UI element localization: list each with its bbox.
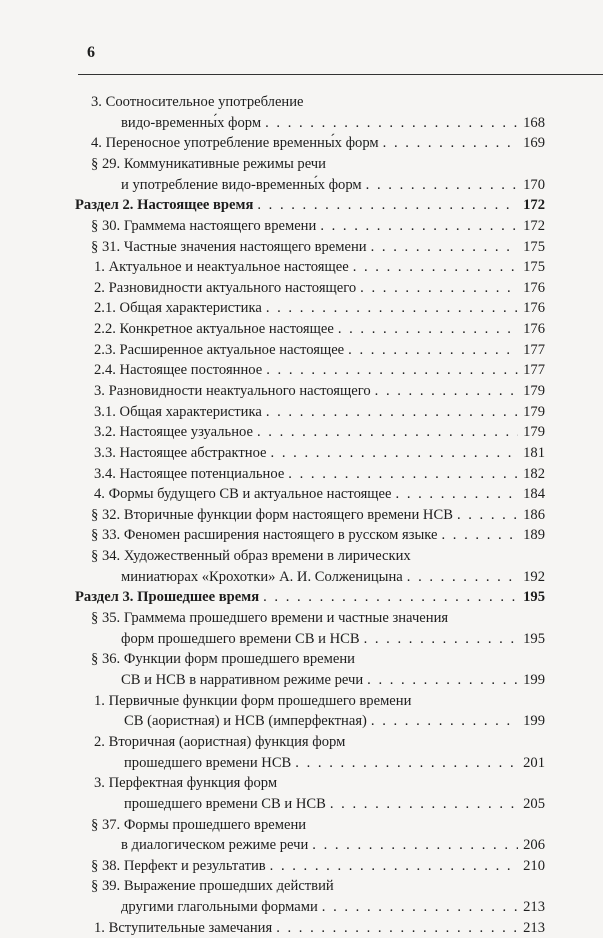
toc-entry-title-line: 2. Вторичная (аористная) функция форм <box>94 733 346 750</box>
dot-leader <box>257 422 518 443</box>
dot-leader <box>257 195 518 216</box>
toc-page-number: 172 <box>523 197 545 214</box>
toc-page-number: 179 <box>523 424 545 441</box>
toc-entry-title: 2.4. Настоящее постоянное <box>94 362 263 379</box>
header-rule <box>78 74 603 75</box>
toc-section-heading <box>75 587 545 608</box>
toc-page-number: 175 <box>523 259 545 276</box>
toc-entry <box>75 340 545 361</box>
toc-entry-title: 2.3. Расширенное актуальное настоящее <box>94 341 345 358</box>
dot-leader <box>442 525 519 546</box>
dot-leader <box>271 443 519 464</box>
toc-entry <box>75 525 545 546</box>
toc-page-number: 201 <box>523 754 545 771</box>
dot-leader <box>330 794 518 815</box>
toc-entry <box>75 319 545 340</box>
toc-entry-title-line: § 39. Выражение прошедших действий <box>91 878 334 895</box>
toc-entry-title: прошедшего времени НСВ <box>124 754 292 771</box>
toc-page-number: 177 <box>523 341 545 358</box>
toc-entry <box>75 876 545 917</box>
toc-entry <box>75 360 545 381</box>
dot-leader <box>320 216 518 237</box>
toc-page-number: 181 <box>523 444 545 461</box>
toc-entry <box>75 298 545 319</box>
toc-entry <box>75 732 545 773</box>
toc-entry-title: 1. Актуальное и неактуальное настоящее <box>94 259 349 276</box>
toc-page-number: 186 <box>523 506 545 523</box>
toc-entry <box>75 216 545 237</box>
toc-entry-title-line: § 36. Функции форм прошедшего времени <box>91 651 355 668</box>
toc-page-number: 210 <box>523 857 545 874</box>
toc-entry-title: 3.1. Общая характеристика <box>94 403 262 420</box>
toc-entry <box>75 484 545 505</box>
toc-entry-title: в диалогическом режиме речи <box>121 837 309 854</box>
toc-page-number: 199 <box>523 672 545 688</box>
toc-page-number: 168 <box>523 114 545 131</box>
toc-entry-title-line: 3. Соотносительное употребление <box>91 94 304 110</box>
table-of-contents <box>75 92 545 938</box>
toc-page-number: 175 <box>523 238 545 255</box>
toc-entry <box>75 237 545 258</box>
dot-leader <box>322 897 518 918</box>
toc-entry <box>75 133 545 154</box>
toc-page-number: 195 <box>523 630 545 647</box>
dot-leader <box>312 835 518 856</box>
dot-leader <box>266 402 518 423</box>
toc-page-number: 213 <box>523 919 545 936</box>
dot-leader <box>265 113 518 134</box>
toc-page-number: 206 <box>523 837 545 854</box>
toc-page-number: 184 <box>523 486 545 503</box>
toc-page-number: 192 <box>523 568 545 585</box>
toc-page-number: 189 <box>523 527 545 544</box>
toc-page-number: 205 <box>523 795 545 812</box>
dot-leader <box>276 918 518 938</box>
toc-entry-title: Раздел 3. Прошедшее время <box>75 589 260 606</box>
toc-entry-title: прошедшего времени СВ и НСВ <box>124 795 326 812</box>
toc-entry-title-line: § 37. Формы прошедшего времени <box>91 816 307 833</box>
toc-page-number: 176 <box>523 321 545 338</box>
toc-entry <box>75 443 545 464</box>
toc-entry <box>75 154 545 195</box>
dot-leader <box>353 257 518 278</box>
toc-entry-title: 1. Вступительные замечания <box>94 919 273 936</box>
toc-entry-title-line: § 35. Граммема прошедшего времени и частные значения <box>91 610 449 627</box>
toc-entry-title: другими глагольными формами <box>121 899 318 916</box>
toc-page-number: 172 <box>523 217 545 234</box>
toc-page-number: 213 <box>523 899 545 916</box>
dot-leader <box>396 484 519 505</box>
dot-leader <box>348 340 518 361</box>
toc-entry <box>75 505 545 526</box>
toc-entry-title: 2.1. Общая характеристика <box>94 300 262 317</box>
toc-page-number: 176 <box>523 279 545 296</box>
dot-leader <box>263 587 518 608</box>
toc-entry-title: миниатюрах «Крохотки» А. И. Солженицына <box>121 568 403 585</box>
toc-entry-title: и употребление видо-временны́х форм <box>121 176 362 193</box>
dot-leader <box>457 505 518 526</box>
toc-entry-title: 3. Разновидности неактуального настоящего <box>94 383 371 399</box>
toc-entry-title: 3.3. Настоящее абстрактное <box>94 444 267 461</box>
toc-page-number: 199 <box>523 713 545 730</box>
toc-page-number: 170 <box>523 176 545 193</box>
toc-page-number: 182 <box>523 465 545 482</box>
toc-entry-title: § 38. Перфект и результатив <box>91 857 266 874</box>
dot-leader <box>407 567 518 588</box>
dot-leader <box>288 464 518 485</box>
toc-page-number: 179 <box>523 403 545 420</box>
toc-entry-title: СВ и НСВ в нарративном режиме речи <box>121 672 364 688</box>
toc-page-number: 177 <box>523 362 545 379</box>
toc-entry <box>75 278 545 299</box>
dot-leader <box>383 133 518 154</box>
dot-leader <box>366 175 518 196</box>
toc-entry <box>75 546 545 587</box>
toc-entry-title: Раздел 2. Настоящее время <box>75 197 254 214</box>
dot-leader <box>360 278 518 299</box>
toc-entry-title: § 32. Вторичные функции форм настоящего времени НСВ <box>91 506 453 523</box>
toc-entry-title: § 30. Граммема настоящего времени <box>91 217 317 234</box>
toc-entry-title: 3.2. Настоящее узуальное <box>94 424 253 441</box>
toc-entry-title: § 31. Частные значения настоящего времени <box>91 238 367 255</box>
toc-entry-title: видо-временны́х форм <box>121 114 262 131</box>
toc-entry <box>75 402 545 423</box>
toc-entry-title: СВ (аористная) и НСВ (имперфектная) <box>124 713 367 730</box>
toc-entry-title: 4. Переносное употребление временны́х форм <box>91 135 379 152</box>
toc-section-heading <box>75 195 545 216</box>
dot-leader <box>295 753 518 774</box>
toc-entry-title-line: 3. Перфектная функция форм <box>94 775 278 792</box>
dot-leader <box>364 629 519 650</box>
toc-entry-title: форм прошедшего времени СВ и НСВ <box>121 630 360 647</box>
toc-entry-title-line: § 29. Коммуникативные режимы речи <box>91 155 326 172</box>
toc-entry <box>75 381 545 402</box>
toc-entry-title: 2. Разновидности актуального настоящего <box>94 279 357 296</box>
toc-entry <box>75 608 545 649</box>
dot-leader <box>270 856 518 877</box>
dot-leader <box>371 711 518 732</box>
toc-entry <box>75 649 545 690</box>
dot-leader <box>375 381 518 402</box>
toc-entry <box>75 918 545 938</box>
toc-entry-title-line: 1. Первичные функции форм прошедшего времени <box>94 692 412 709</box>
toc-entry-title: 4. Формы будущего СВ и актуальное настоящее <box>94 486 392 503</box>
toc-page-number: 169 <box>523 135 545 152</box>
toc-entry <box>75 856 545 877</box>
toc-entry-title: 2.2. Конкретное актуальное настоящее <box>94 321 334 338</box>
toc-entry <box>75 815 545 856</box>
toc-entry <box>75 464 545 485</box>
toc-entry-title: 3.4. Настоящее потенциальное <box>94 465 285 482</box>
dot-leader <box>266 360 518 381</box>
toc-entry-title: § 33. Феномен расширения настоящего в русском языке <box>91 527 438 544</box>
toc-entry <box>75 773 545 814</box>
toc-entry <box>75 691 545 732</box>
toc-page-number: 179 <box>523 383 545 399</box>
dot-leader <box>338 319 518 340</box>
page-number: 6 <box>87 44 95 61</box>
toc-page-number: 195 <box>523 589 545 606</box>
dot-leader <box>266 298 518 319</box>
toc-entry <box>75 422 545 443</box>
toc-page-number: 176 <box>523 300 545 317</box>
toc-entry-title-line: § 34. Художественный образ времени в лирических <box>91 548 411 565</box>
dot-leader <box>371 237 518 258</box>
dot-leader <box>367 670 518 691</box>
toc-entry <box>75 257 545 278</box>
toc-entry <box>75 92 545 133</box>
